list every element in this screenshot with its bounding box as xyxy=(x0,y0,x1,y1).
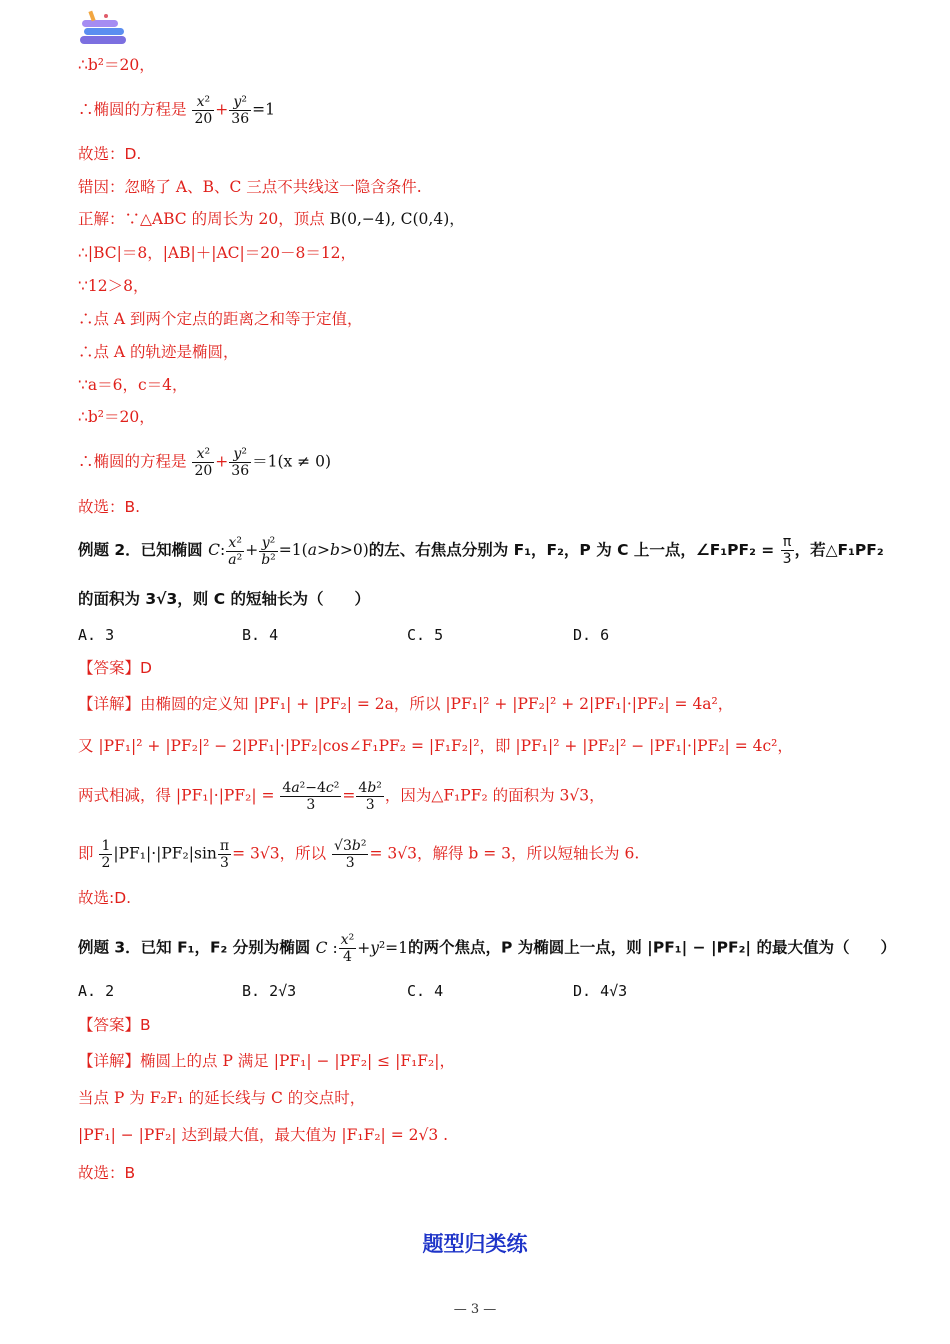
correct-solution-line: 正解：∵△ABC 的周长为 20，顶点 B(0,−4), C(0,4)， xyxy=(78,210,465,228)
line-bc-length: ∴|BC|＝8，|AB|＋|AC|＝20－8＝12， xyxy=(78,244,357,262)
choice-b-line: 故选：B. xyxy=(78,498,141,516)
ex3-option-d[interactable]: D. 4√3 xyxy=(573,982,628,1000)
page-number: — 3 — xyxy=(453,1302,497,1317)
line-sum-constant: ∴点 A 到两个定点的距离之和等于定值， xyxy=(78,310,363,328)
ex3-detail-3: |PF₁| − |PF₂| 达到最大值，最大值为 |F₁F₂| = 2√3 . xyxy=(78,1126,449,1144)
books-logo-icon xyxy=(76,8,132,50)
ex3-option-b[interactable]: B. 2√3 xyxy=(242,982,297,1000)
error-cause-line: 错因：忽略了 A、B、C 三点不共线这一隐含条件. xyxy=(78,178,422,196)
example-3-stem: 例题 3．已知 F₁，F₂ 分别为椭圆 C : $\frac{\text{x²}}{4}$ +y²=1的两个焦点，P 为椭圆上一点，则 |PF₁| − |PF₂| 的最大值为（ ） xyxy=(78,932,896,966)
ex2-detail-4: 即 $\frac{1}{2}$ |PF₁|·|PF₂|sin $\frac{\pi}{3}$ = 3√3，所以 $\frac{\text{√3b²}}{3}$ = 3√3，解得 b = 3，所以短轴长为 6. xyxy=(78,838,640,872)
ellipse-equation-1: ∴椭圆的方程是 $\frac{\text{x²}}{20}$ + $\frac{\text{y²}}{36}$ =1 xyxy=(78,94,275,128)
example-2-stem: 例题 2．已知椭圆 C: $\frac{\text{x²}}{\text{a²}}$ + $\frac{\text{y²}}{\text{b²}}$ =1(a>b>0)的左、右焦点分别为 F₁，F₂，P 为 C 上一点，∠F₁PF₂ = $\frac{\pi}{3}$ ，若△F₁PF₂ xyxy=(78,534,884,568)
line-locus-ellipse: ∴点 A 的轨迹是椭圆， xyxy=(78,343,239,361)
example-2-stem-cont: 的面积为 3√3，则 C 的短轴长为（ ） xyxy=(78,590,370,608)
line-12-gt-8: ∵12＞8， xyxy=(78,277,149,295)
ex2-detail-3: 两式相减，得 |PF₁|·|PF₂| = $\frac{\text{4a²−4c²}}{3}$ = $\frac{\text{4b²}}{3}$ ，因为△F₁PF₂ 的面积为 3√3， xyxy=(78,780,605,814)
ex2-option-c[interactable]: C. 5 xyxy=(407,626,444,644)
ex3-end: 故选：B xyxy=(78,1164,136,1182)
ex2-option-d[interactable]: D. 6 xyxy=(573,626,610,644)
ex3-detail-1: 【详解】椭圆上的点 P 满足 |PF₁| − |PF₂| ≤ |F₁F₂|， xyxy=(78,1052,455,1070)
ex2-detail-1: 【详解】由椭圆的定义知 |PF₁| + |PF₂| = 2a，所以 |PF₁|² + |PF₂|² + 2|PF₁|·|PF₂| = 4a²， xyxy=(78,695,734,713)
section-title: 题型归类练 xyxy=(422,1232,528,1256)
ex2-option-a[interactable]: A. 3 xyxy=(78,626,115,644)
ex2-answer: 【答案】D xyxy=(78,659,152,677)
ex3-option-c[interactable]: C. 4 xyxy=(407,982,444,1000)
ellipse-equation-2: ∴椭圆的方程是 $\frac{\text{x²}}{20}$ + $\frac{\text{y²}}{36}$ ＝1(x ≠ 0) xyxy=(78,446,332,480)
choice-d-line: 故选：D. xyxy=(78,145,142,163)
line-b-squared-2: ∴b²＝20， xyxy=(78,408,155,426)
ex3-answer: 【答案】B xyxy=(78,1016,151,1034)
ex3-option-a[interactable]: A. 2 xyxy=(78,982,115,1000)
ex3-detail-2: 当点 P 为 F₂F₁ 的延长线与 C 的交点时， xyxy=(78,1089,366,1107)
line-b-squared-1: ∴b²＝20， xyxy=(78,56,155,74)
ex2-option-b[interactable]: B. 4 xyxy=(242,626,279,644)
ex2-end: 故选:D. xyxy=(78,889,132,907)
ex2-detail-2: 又 |PF₁|² + |PF₂|² − 2|PF₁|·|PF₂|cos∠F₁PF₂ = |F₁F₂|²，即 |PF₁|² + |PF₂|² − |PF₁|·|PF₂| = 4c²， xyxy=(78,737,793,755)
line-a-c-values: ∵a＝6，c＝4， xyxy=(78,376,188,394)
